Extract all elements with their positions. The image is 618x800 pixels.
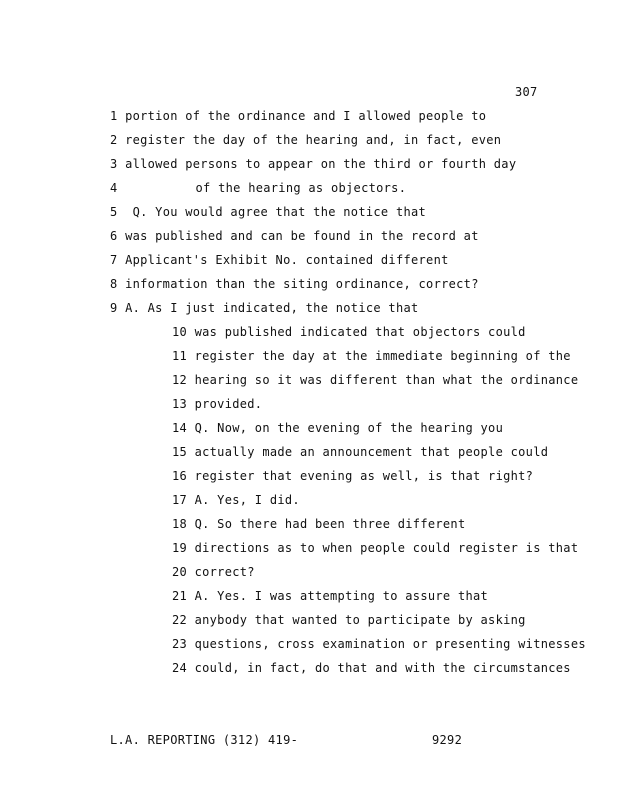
- line-number: 16: [172, 469, 188, 483]
- line-number: 12: [172, 373, 188, 387]
- line-text: Q. So there had been three different: [194, 517, 466, 531]
- line-number: 13: [172, 397, 188, 411]
- line-number: 10: [172, 325, 188, 339]
- line-number: 4: [110, 181, 118, 195]
- line-text: was published indicated that objectors could: [194, 325, 526, 339]
- transcript-line: [172, 325, 526, 339]
- line-number: 6: [110, 229, 118, 243]
- line-text: of the hearing as objectors.: [195, 181, 407, 195]
- line-text: register the day at the immediate beginning of the: [194, 349, 571, 363]
- transcript-line: [172, 493, 300, 507]
- line-number: 22: [172, 613, 188, 627]
- line-number: 3: [110, 157, 118, 171]
- line-text: provided.: [194, 397, 263, 411]
- line-number: 8: [110, 277, 118, 291]
- line-text: actually made an announcement that people could: [194, 445, 549, 459]
- line-number: 7: [110, 253, 118, 267]
- line-text: Q. You would agree that the notice that: [132, 205, 427, 219]
- line-text: correct?: [194, 565, 255, 579]
- transcript-line: [172, 421, 503, 435]
- footer-reporter: L.A. REPORTING (312) 419-: [110, 733, 299, 747]
- page-number: 307: [515, 85, 538, 99]
- transcript-line: [172, 613, 526, 627]
- transcript-line: [110, 157, 516, 171]
- line-text: Q. Now, on the evening of the hearing you: [194, 421, 504, 435]
- line-number: 19: [172, 541, 188, 555]
- line-text: information than the siting ordinance, correct?: [125, 277, 479, 291]
- line-number: 11: [172, 349, 188, 363]
- line-number: 15: [172, 445, 188, 459]
- line-text: could, in fact, do that and with the circumstances: [194, 661, 571, 675]
- line-text: anybody that wanted to participate by asking: [194, 613, 526, 627]
- transcript-line: [172, 637, 586, 651]
- line-text: A. Yes. I was attempting to assure that: [194, 589, 489, 603]
- transcript-line: [110, 205, 426, 219]
- transcript-line: [110, 301, 419, 315]
- line-text: directions as to when people could register is that: [194, 541, 579, 555]
- line-text: A. As I just indicated, the notice that: [125, 301, 419, 315]
- line-number: 18: [172, 517, 188, 531]
- line-number: 2: [110, 133, 118, 147]
- line-number: 24: [172, 661, 188, 675]
- line-text: was published and can be found in the record at: [125, 229, 479, 243]
- transcript-line: [172, 565, 255, 579]
- line-text: Applicant's Exhibit No. contained different: [125, 253, 449, 267]
- transcript-line: [172, 541, 578, 555]
- line-text: hearing so it was different than what the ordinance: [194, 373, 579, 387]
- transcript-line: [110, 109, 486, 123]
- line-number: 21: [172, 589, 188, 603]
- line-text: portion of the ordinance and I allowed people to: [125, 109, 487, 123]
- line-number: 14: [172, 421, 188, 435]
- transcript-line: [110, 133, 501, 147]
- transcript-line: [172, 373, 578, 387]
- transcript-line: [172, 445, 548, 459]
- line-text: A. Yes, I did.: [194, 493, 300, 507]
- transcript-line: [172, 661, 571, 675]
- line-text: register that evening as well, is that right?: [194, 469, 534, 483]
- line-text: allowed persons to appear on the third or fourth day: [125, 157, 517, 171]
- transcript-line: [110, 253, 449, 267]
- line-number: 23: [172, 637, 188, 651]
- line-number: 1: [110, 109, 118, 123]
- transcript-line: [172, 469, 533, 483]
- line-text: register the day of the hearing and, in fact, even: [125, 133, 502, 147]
- transcript-line: [110, 181, 406, 195]
- line-number: 17: [172, 493, 188, 507]
- line-text: questions, cross examination or presenting witnesses: [194, 637, 586, 651]
- transcript-line: [172, 589, 488, 603]
- transcript-line: [172, 349, 571, 363]
- line-number: 5: [110, 205, 118, 219]
- transcript-line: [110, 277, 479, 291]
- line-number: 20: [172, 565, 188, 579]
- line-number: 9: [110, 301, 118, 315]
- transcript-line: [110, 229, 479, 243]
- transcript-line: [172, 397, 262, 411]
- footer-phone-suffix: 9292: [432, 733, 463, 747]
- transcript-line: [172, 517, 465, 531]
